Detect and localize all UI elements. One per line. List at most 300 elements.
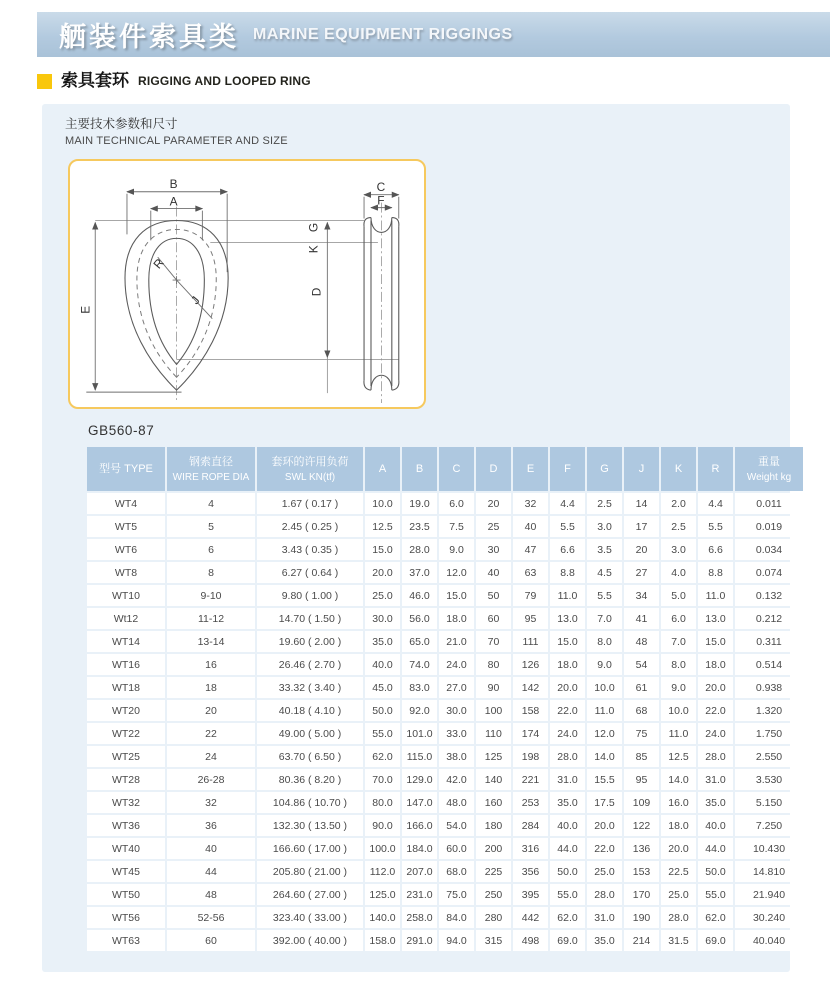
- column-header: D: [476, 447, 511, 491]
- table-cell: 28.0: [661, 907, 696, 928]
- table-cell: 180: [476, 815, 511, 836]
- table-cell: 9.0: [439, 539, 474, 560]
- table-cell: 13.0: [698, 608, 733, 629]
- table-cell: 17.5: [587, 792, 622, 813]
- table-cell: 153: [624, 861, 659, 882]
- dim-label-D: D: [309, 287, 324, 297]
- table-cell: 129.0: [402, 769, 437, 790]
- table-cell: 2.5: [661, 516, 696, 537]
- table-cell: 112.0: [365, 861, 400, 882]
- table-cell: 1.750: [735, 723, 803, 744]
- table-cell: WT6: [87, 539, 165, 560]
- table-cell: 18.0: [698, 654, 733, 675]
- table-cell: Wt12: [87, 608, 165, 629]
- table-row: [87, 746, 803, 767]
- table-cell: 92.0: [402, 700, 437, 721]
- table-cell: 69.0: [698, 930, 733, 951]
- table-cell: 21.940: [735, 884, 803, 905]
- table-cell: 62.0: [698, 907, 733, 928]
- table-header-row: [87, 447, 803, 491]
- table-cell: 100.0: [365, 838, 400, 859]
- table-cell: 20.0: [698, 677, 733, 698]
- table-cell: 24.0: [550, 723, 585, 744]
- table-cell: 75.0: [439, 884, 474, 905]
- table-cell: 70: [476, 631, 511, 652]
- table-cell: 83.0: [402, 677, 437, 698]
- table-cell: 1.67 ( 0.17 ): [257, 493, 363, 514]
- table-cell: WT63: [87, 930, 165, 951]
- table-cell: 315: [476, 930, 511, 951]
- column-header: 套环的许用负荷 SWL KN(tf): [257, 447, 363, 491]
- table-cell: 5.5: [587, 585, 622, 606]
- table-cell: 14: [624, 493, 659, 514]
- table-cell: 50: [476, 585, 511, 606]
- table-cell: 9-10: [167, 585, 255, 606]
- table-cell: 15.5: [587, 769, 622, 790]
- table-cell: 20.0: [550, 677, 585, 698]
- table-cell: 2.550: [735, 746, 803, 767]
- table-cell: 55.0: [698, 884, 733, 905]
- table-cell: 6.0: [439, 493, 474, 514]
- table-cell: 22.0: [587, 838, 622, 859]
- table-cell: 37.0: [402, 562, 437, 583]
- table-cell: 26-28: [167, 769, 255, 790]
- table-cell: WT40: [87, 838, 165, 859]
- table-cell: 205.80 ( 21.00 ): [257, 861, 363, 882]
- table-cell: 35.0: [587, 930, 622, 951]
- table-cell: 90: [476, 677, 511, 698]
- table-cell: 62.0: [365, 746, 400, 767]
- table-cell: 68.0: [439, 861, 474, 882]
- table-cell: 10.0: [587, 677, 622, 698]
- table-cell: 221: [513, 769, 548, 790]
- table-cell: 31.5: [661, 930, 696, 951]
- table-cell: 14.70 ( 1.50 ): [257, 608, 363, 629]
- table-cell: 15.0: [439, 585, 474, 606]
- table-cell: 198: [513, 746, 548, 767]
- table-cell: 11.0: [587, 700, 622, 721]
- table-cell: 25: [476, 516, 511, 537]
- table-cell: 60: [167, 930, 255, 951]
- table-cell: 12.0: [587, 723, 622, 744]
- table-cell: 5.150: [735, 792, 803, 813]
- technical-drawing: [70, 161, 424, 407]
- table-cell: 190: [624, 907, 659, 928]
- dim-label-K: K: [306, 245, 321, 254]
- table-cell: 4.0: [661, 562, 696, 583]
- dim-label-E: E: [78, 305, 93, 314]
- param-title-en: MAIN TECHNICAL PARAMETER AND SIZE: [65, 135, 288, 147]
- table-cell: 0.011: [735, 493, 803, 514]
- table-cell: 14.0: [661, 769, 696, 790]
- table-cell: WT45: [87, 861, 165, 882]
- table-cell: 19.60 ( 2.00 ): [257, 631, 363, 652]
- column-header: E: [513, 447, 548, 491]
- dim-label-B: B: [169, 176, 178, 191]
- table-cell: 80.0: [365, 792, 400, 813]
- table-cell: 18: [167, 677, 255, 698]
- yellow-square-icon: [37, 74, 52, 89]
- table-cell: 11.0: [550, 585, 585, 606]
- table-cell: 126: [513, 654, 548, 675]
- section-outer-walls: [364, 226, 399, 380]
- table-cell: 22.0: [550, 700, 585, 721]
- table-cell: 54.0: [439, 815, 474, 836]
- table-cell: 5: [167, 516, 255, 537]
- table-cell: 40.0: [698, 815, 733, 836]
- table-cell: 36: [167, 815, 255, 836]
- table-cell: 12.5: [365, 516, 400, 537]
- table-cell: 75: [624, 723, 659, 744]
- table-cell: 8.0: [587, 631, 622, 652]
- table-cell: 0.212: [735, 608, 803, 629]
- table-cell: 19.0: [402, 493, 437, 514]
- dim-label-F: F: [377, 193, 385, 208]
- table-cell: WT50: [87, 884, 165, 905]
- table-cell: 26.46 ( 2.70 ): [257, 654, 363, 675]
- table-cell: 3.43 ( 0.35 ): [257, 539, 363, 560]
- table-cell: 46.0: [402, 585, 437, 606]
- table-row: [87, 815, 803, 836]
- table-cell: 8.0: [661, 654, 696, 675]
- table-cell: 200: [476, 838, 511, 859]
- table-cell: WT32: [87, 792, 165, 813]
- table-cell: 30: [476, 539, 511, 560]
- table-cell: 7.0: [587, 608, 622, 629]
- column-header: 型号 TYPE: [87, 447, 165, 491]
- table-cell: 55.0: [550, 884, 585, 905]
- column-header: K: [661, 447, 696, 491]
- table-cell: 52-56: [167, 907, 255, 928]
- table-cell: 10.430: [735, 838, 803, 859]
- table-cell: 316: [513, 838, 548, 859]
- table-cell: 27.0: [439, 677, 474, 698]
- table-cell: 11.0: [661, 723, 696, 744]
- table-cell: 44.0: [698, 838, 733, 859]
- dim-label-J: J: [188, 293, 203, 308]
- table-row: [87, 516, 803, 537]
- table-cell: 48.0: [439, 792, 474, 813]
- param-title-cn: 主要技术参数和尺寸: [65, 117, 178, 131]
- table-cell: 12.0: [439, 562, 474, 583]
- table-cell: 56.0: [402, 608, 437, 629]
- table-cell: 6.0: [661, 608, 696, 629]
- table-body: [87, 493, 803, 951]
- table-cell: 109: [624, 792, 659, 813]
- table-cell: 15.0: [550, 631, 585, 652]
- table-cell: 20.0: [365, 562, 400, 583]
- table-row: [87, 631, 803, 652]
- table-cell: 25.0: [587, 861, 622, 882]
- table-cell: WT56: [87, 907, 165, 928]
- table-cell: 5.5: [698, 516, 733, 537]
- table-cell: 18.0: [439, 608, 474, 629]
- table-cell: 4: [167, 493, 255, 514]
- table-cell: 85: [624, 746, 659, 767]
- table-cell: 5.5: [550, 516, 585, 537]
- table-cell: 392.00 ( 40.00 ): [257, 930, 363, 951]
- table-cell: 6.27 ( 0.64 ): [257, 562, 363, 583]
- table-cell: 442: [513, 907, 548, 928]
- table-cell: 140.0: [365, 907, 400, 928]
- table-cell: 142: [513, 677, 548, 698]
- table-cell: 11.0: [698, 585, 733, 606]
- table-cell: 0.514: [735, 654, 803, 675]
- table-cell: 63.70 ( 6.50 ): [257, 746, 363, 767]
- table-row: [87, 930, 803, 951]
- table-cell: 25.0: [661, 884, 696, 905]
- page-title-cn: 舾装件索具类: [59, 22, 239, 52]
- table-cell: 61: [624, 677, 659, 698]
- table-cell: 122: [624, 815, 659, 836]
- table-cell: 50.0: [365, 700, 400, 721]
- column-header: R: [698, 447, 733, 491]
- table-cell: 65.0: [402, 631, 437, 652]
- table-cell: WT14: [87, 631, 165, 652]
- table-cell: 32: [167, 792, 255, 813]
- table-cell: 31.0: [550, 769, 585, 790]
- table-cell: 94.0: [439, 930, 474, 951]
- table-cell: 14.810: [735, 861, 803, 882]
- column-header: J: [624, 447, 659, 491]
- table-cell: 31.0: [698, 769, 733, 790]
- table-cell: 74.0: [402, 654, 437, 675]
- table-cell: 35.0: [550, 792, 585, 813]
- table-cell: 33.32 ( 3.40 ): [257, 677, 363, 698]
- table-cell: 104.86 ( 10.70 ): [257, 792, 363, 813]
- table-cell: WT28: [87, 769, 165, 790]
- table-cell: 111: [513, 631, 548, 652]
- table-cell: WT22: [87, 723, 165, 744]
- table-cell: 174: [513, 723, 548, 744]
- content-panel: [42, 104, 790, 972]
- column-header: G: [587, 447, 622, 491]
- table-cell: 158.0: [365, 930, 400, 951]
- table-cell: 214: [624, 930, 659, 951]
- table-cell: WT16: [87, 654, 165, 675]
- table-cell: 20.0: [661, 838, 696, 859]
- table-cell: 47: [513, 539, 548, 560]
- table-cell: WT18: [87, 677, 165, 698]
- table-cell: 2.45 ( 0.25 ): [257, 516, 363, 537]
- table-cell: 20: [167, 700, 255, 721]
- table-cell: 0.311: [735, 631, 803, 652]
- table-cell: 70.0: [365, 769, 400, 790]
- table-cell: 166.60 ( 17.00 ): [257, 838, 363, 859]
- table-cell: 395: [513, 884, 548, 905]
- table-row: [87, 654, 803, 675]
- column-header: 钢索直径 WIRE ROPE DIA: [167, 447, 255, 491]
- table-cell: 17: [624, 516, 659, 537]
- table-cell: 3.0: [661, 539, 696, 560]
- table-cell: 40: [476, 562, 511, 583]
- column-header: B: [402, 447, 437, 491]
- table-cell: 28.0: [587, 884, 622, 905]
- table-cell: WT36: [87, 815, 165, 836]
- table-cell: 0.074: [735, 562, 803, 583]
- table-cell: 158: [513, 700, 548, 721]
- table-cell: 60: [476, 608, 511, 629]
- table-cell: 23.5: [402, 516, 437, 537]
- table-cell: 9.0: [661, 677, 696, 698]
- table-cell: 24.0: [698, 723, 733, 744]
- table-cell: 18.0: [661, 815, 696, 836]
- table-cell: 62.0: [550, 907, 585, 928]
- table-cell: 22.5: [661, 861, 696, 882]
- table-cell: 34: [624, 585, 659, 606]
- table-cell: 84.0: [439, 907, 474, 928]
- column-header: C: [439, 447, 474, 491]
- table-cell: 3.0: [587, 516, 622, 537]
- table-cell: 95: [624, 769, 659, 790]
- table-cell: 35.0: [698, 792, 733, 813]
- table-cell: 0.938: [735, 677, 803, 698]
- table-cell: 284: [513, 815, 548, 836]
- table-cell: 8: [167, 562, 255, 583]
- table-cell: 115.0: [402, 746, 437, 767]
- table-cell: 225: [476, 861, 511, 882]
- table-cell: 9.0: [587, 654, 622, 675]
- table-cell: 7.5: [439, 516, 474, 537]
- page-header-band: [37, 12, 830, 57]
- table-cell: 21.0: [439, 631, 474, 652]
- table-cell: 24.0: [439, 654, 474, 675]
- table-cell: 264.60 ( 27.00 ): [257, 884, 363, 905]
- table-cell: 80: [476, 654, 511, 675]
- section-title-en: RIGGING AND LOOPED RING: [138, 74, 311, 88]
- table-cell: 2.0: [661, 493, 696, 514]
- table-cell: 10.0: [661, 700, 696, 721]
- table-cell: 160: [476, 792, 511, 813]
- table-cell: 45.0: [365, 677, 400, 698]
- table-row: [87, 792, 803, 813]
- table-cell: 7.0: [661, 631, 696, 652]
- table-cell: 13.0: [550, 608, 585, 629]
- table-row: [87, 585, 803, 606]
- table-cell: 50.0: [550, 861, 585, 882]
- table-cell: 166.0: [402, 815, 437, 836]
- table-cell: 147.0: [402, 792, 437, 813]
- table-cell: 250: [476, 884, 511, 905]
- table-cell: 20.0: [587, 815, 622, 836]
- table-cell: 40: [513, 516, 548, 537]
- table-cell: 35.0: [365, 631, 400, 652]
- table-row: [87, 723, 803, 744]
- table-cell: 6: [167, 539, 255, 560]
- page-title-en: MARINE EQUIPMENT RIGGINGS: [253, 25, 513, 43]
- column-header: A: [365, 447, 400, 491]
- table-cell: 125: [476, 746, 511, 767]
- table-cell: WT4: [87, 493, 165, 514]
- table-cell: 42.0: [439, 769, 474, 790]
- table-cell: 50.0: [698, 861, 733, 882]
- table-cell: 136: [624, 838, 659, 859]
- table-cell: 13-14: [167, 631, 255, 652]
- table-cell: 20: [624, 539, 659, 560]
- table-cell: 6.6: [698, 539, 733, 560]
- table-cell: WT8: [87, 562, 165, 583]
- table-row: [87, 838, 803, 859]
- table-cell: 4.5: [587, 562, 622, 583]
- table-cell: 20: [476, 493, 511, 514]
- table-cell: 18.0: [550, 654, 585, 675]
- table-row: [87, 700, 803, 721]
- table-cell: 40.0: [550, 815, 585, 836]
- table-cell: 49.00 ( 5.00 ): [257, 723, 363, 744]
- table-cell: 291.0: [402, 930, 437, 951]
- table-cell: 32: [513, 493, 548, 514]
- table-cell: WT10: [87, 585, 165, 606]
- table-cell: 280: [476, 907, 511, 928]
- table-cell: 30.240: [735, 907, 803, 928]
- table-cell: 40.18 ( 4.10 ): [257, 700, 363, 721]
- table-cell: 356: [513, 861, 548, 882]
- table-cell: 8.8: [698, 562, 733, 583]
- dim-label-G: G: [306, 222, 321, 233]
- table-row: [87, 907, 803, 928]
- table-cell: 40: [167, 838, 255, 859]
- table-row: [87, 884, 803, 905]
- table-cell: 1.320: [735, 700, 803, 721]
- table-cell: 207.0: [402, 861, 437, 882]
- drawing-box: [68, 159, 426, 409]
- table-cell: 44: [167, 861, 255, 882]
- table-cell: 55.0: [365, 723, 400, 744]
- dim-label-A: A: [169, 194, 178, 209]
- table-cell: 48: [624, 631, 659, 652]
- dim-label-C: C: [376, 179, 386, 194]
- table-cell: 6.6: [550, 539, 585, 560]
- table-cell: 15.0: [698, 631, 733, 652]
- section-heading: [37, 72, 311, 89]
- table-cell: 40.040: [735, 930, 803, 951]
- table-cell: 3.530: [735, 769, 803, 790]
- table-cell: 10.0: [365, 493, 400, 514]
- table-cell: 7.250: [735, 815, 803, 836]
- table-cell: 25.0: [365, 585, 400, 606]
- table-cell: 38.0: [439, 746, 474, 767]
- table-cell: 28.0: [698, 746, 733, 767]
- table-cell: 100: [476, 700, 511, 721]
- table-cell: 33.0: [439, 723, 474, 744]
- table-cell: 30.0: [439, 700, 474, 721]
- table-cell: 27: [624, 562, 659, 583]
- table-cell: 3.5: [587, 539, 622, 560]
- table-cell: 79: [513, 585, 548, 606]
- table-cell: 132.30 ( 13.50 ): [257, 815, 363, 836]
- table-cell: 110: [476, 723, 511, 744]
- table-cell: 140: [476, 769, 511, 790]
- table-cell: 69.0: [550, 930, 585, 951]
- table-cell: 22.0: [698, 700, 733, 721]
- table-cell: 22: [167, 723, 255, 744]
- table-cell: 323.40 ( 33.00 ): [257, 907, 363, 928]
- table-cell: 28.0: [402, 539, 437, 560]
- table-cell: 44.0: [550, 838, 585, 859]
- table-cell: 231.0: [402, 884, 437, 905]
- table-row: [87, 769, 803, 790]
- table-row: [87, 539, 803, 560]
- table-cell: 2.5: [587, 493, 622, 514]
- table-cell: 5.0: [661, 585, 696, 606]
- table-cell: 14.0: [587, 746, 622, 767]
- table-cell: 16.0: [661, 792, 696, 813]
- table-cell: WT5: [87, 516, 165, 537]
- table-cell: 63: [513, 562, 548, 583]
- table-cell: 24: [167, 746, 255, 767]
- column-header: F: [550, 447, 585, 491]
- table-cell: WT20: [87, 700, 165, 721]
